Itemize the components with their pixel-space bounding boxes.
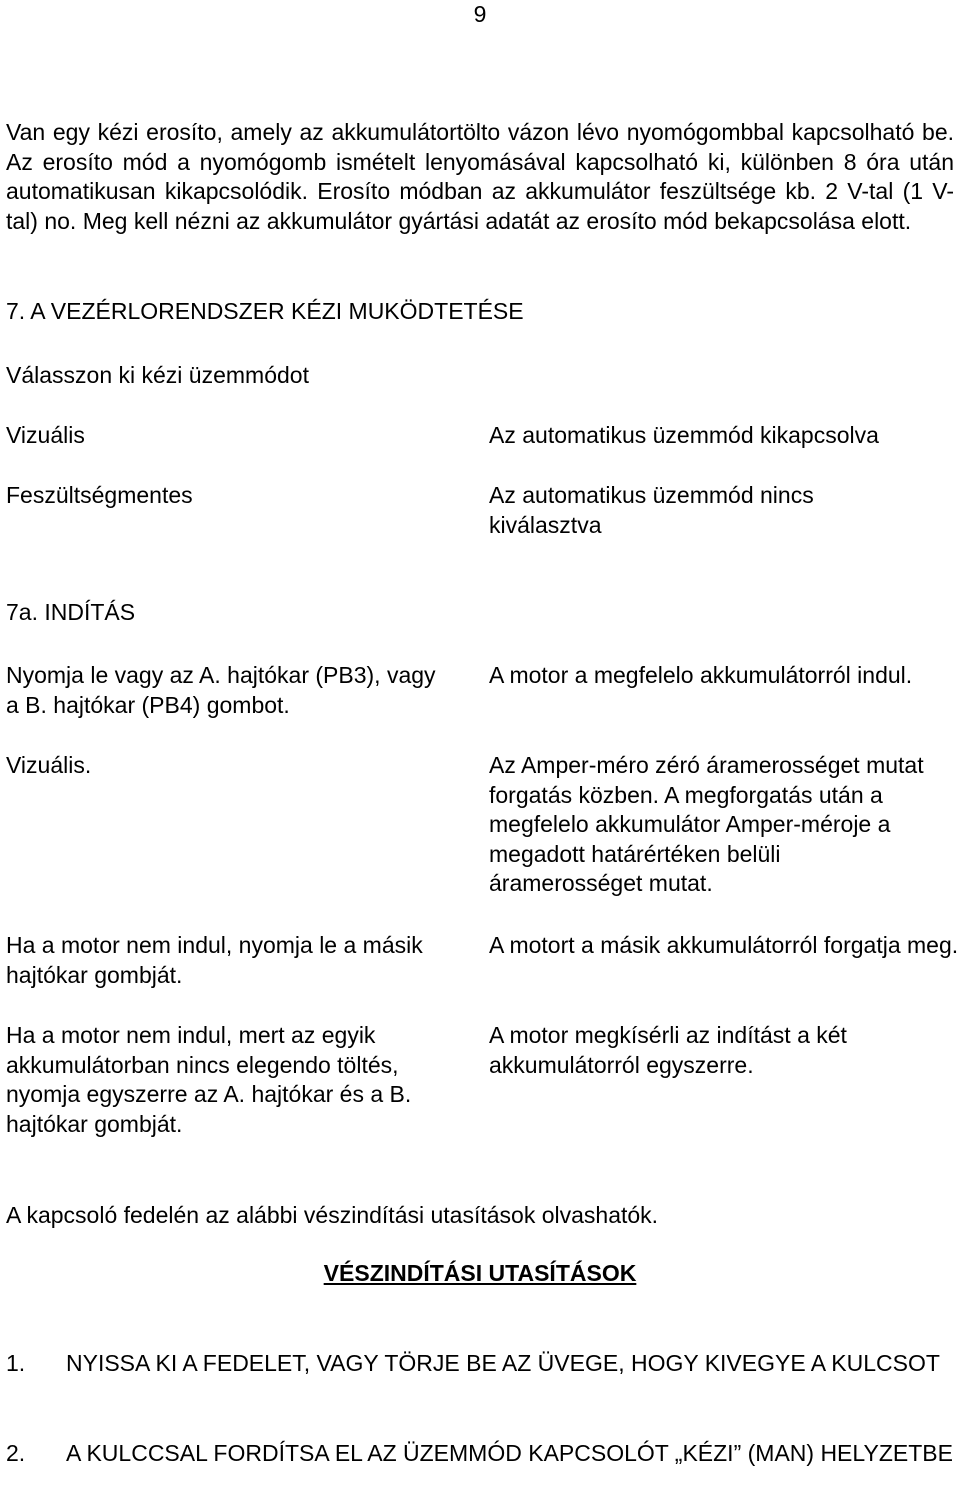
section-7-row-2-right: Az automatikus üzemmód nincs kiválasztva [489, 482, 814, 538]
emergency-title: VÉSZINDÍTÁSI UTASÍTÁSOK [323, 1260, 637, 1286]
page-number: 9 [473, 1, 487, 27]
section-7a-row-4-right: A motor megkísérli az indítást a két akkumulátorról egyszerre. [489, 1022, 847, 1078]
emergency-step-2-number: 2. [6, 1440, 26, 1466]
section-7a-row-3-left: Ha a motor nem indul, nyomja le a másik hajtókar gombját. [6, 932, 423, 988]
section-7a-row-1-right: A motor a megfelelo akkumulátorról indul. [489, 662, 913, 688]
section-7a-row-2-right: Az Amper-méro zéró áramerosséget mutat forgatás közben. A megforgatás után a megfelelo akkumulátor Amper-méroje a megadott határértéken belüli áramerosséget mutat. [489, 752, 924, 896]
section-7a-row-1-left: Nyomja le vagy az A. hajtókar (PB3), vagy a B. hajtókar (PB4) gombot. [6, 662, 436, 718]
section-7-row-1-left: Vizuális [6, 422, 85, 448]
section-7-heading: 7. A VEZÉRLORENDSZER KÉZI MUKÖDTETÉSE [6, 298, 524, 324]
section-7a-row-4-left: Ha a motor nem indul, mert az egyik akkumulátorban nincs elegendo töltés, nyomja egyszerre az A. hajtókar és a B. hajtókar gombját. [6, 1022, 412, 1137]
section-7-instruction: Válasszon ki kézi üzemmódot [6, 362, 309, 388]
section-7a-row-3-right: A motort a másik akkumulátorról forgatja meg. [489, 932, 959, 958]
section-7a-heading: 7a. INDÍTÁS [6, 599, 136, 625]
section-7-row-2-left: Feszültségmentes [6, 482, 193, 508]
emergency-step-1-number: 1. [6, 1350, 26, 1376]
emergency-step-1-text: NYISSA KI A FEDELET, VAGY TÖRJE BE AZ ÜVEGE, HOGY KIVEGYE A KULCSOT [66, 1350, 940, 1376]
emergency-step-2-text: A KULCCSAL FORDÍTSA EL AZ ÜZEMMÓD KAPCSOLÓT „KÉZI” (MAN) HELYZETBE [66, 1440, 953, 1466]
intro-paragraph: Van egy kézi erosíto, amely az akkumulátortölto vázon lévo nyomógombbal kapcsolható be. Az erosíto mód a nyomógomb ismételt lenyomásával kapcsolható ki, különben 8 óra után automatikusan kikapcsolódik. Erosíto módban az akkumulátor feszültsége kb. 2 V-tal (1 V-tal) no. Meg kell nézni az akkumulátor gyártási adatát az erosíto mód bekapcsolása elott. [6, 119, 954, 234]
section-7-row-1-right: Az automatikus üzemmód kikapcsolva [489, 422, 879, 448]
section-7a-row-2-left: Vizuális. [6, 752, 92, 778]
cover-note: A kapcsoló fedelén az alábbi vészindítási utasítások olvashatók. [6, 1202, 659, 1228]
